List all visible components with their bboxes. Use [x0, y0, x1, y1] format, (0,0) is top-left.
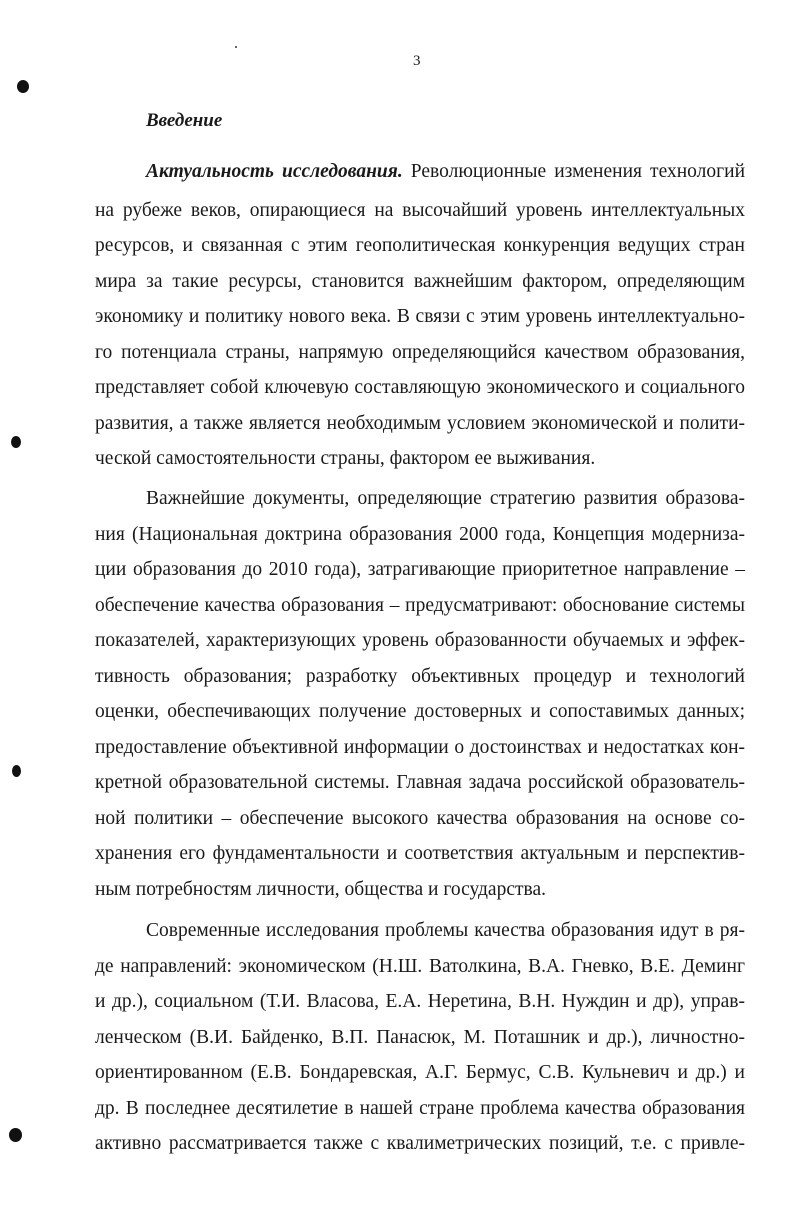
text-line: ориентированном (Е.В. Бондаревская, А.Г. Бермус, С.В. Кульневич и др.) и	[95, 1062, 745, 1083]
text-line: ресурсов, и связанная с этим геополитическая конкуренция ведущих стран	[95, 235, 745, 256]
text-line: др. В последнее десятилетие в нашей стране проблема качества образования	[95, 1098, 745, 1119]
text-line: представляет собой ключевую составляющую экономического и социального	[95, 377, 745, 398]
text-line: ным потребностям личности, общества и государства.	[95, 879, 546, 900]
paragraph-1-line-1	[146, 161, 745, 183]
text-line: на рубеже веков, опирающиеся на высочайший уровень интеллектуальных	[95, 200, 745, 221]
text-line: де направлений: экономическом (Н.Ш. Ватолкина, В.А. Гневко, В.Е. Деминг	[95, 956, 745, 977]
text-line: оценки, обеспечивающих получение достоверных и сопоставимых данных;	[95, 701, 745, 722]
text-line: ческой самостоятельности страны, фактором ее выживания.	[95, 448, 596, 469]
text-line: Современные исследования проблемы качества образования идут в ря-	[146, 920, 745, 941]
text-line: го потенциала страны, напрямую определяющийся качеством образования,	[95, 342, 745, 363]
scan-blot	[17, 80, 29, 93]
text-line: активно рассматривается также с квалиметрических позиций, т.е. с привле-	[95, 1133, 745, 1154]
text-line: предоставление объективной информации о достоинствах и недостатках кон-	[95, 737, 745, 758]
scan-speck	[235, 46, 237, 48]
text-line: ленческом (В.И. Байденко, В.П. Панасюк, М. Поташник и др.), личностно-	[95, 1027, 745, 1048]
scan-blot	[11, 436, 21, 448]
text-line: ния (Национальная доктрина образования 2000 года, Концепция модерниза-	[95, 524, 745, 545]
scan-blot	[12, 765, 21, 777]
paragraph-1-first-rest: Революционные изменения технологий	[402, 161, 746, 182]
scan-blot	[9, 1128, 22, 1142]
page-number: 3	[413, 53, 421, 69]
text-line: развития, а также является необходимым условием экономической и полити-	[95, 413, 745, 434]
text-line: ции образования до 2010 года), затрагивающие приоритетное направление –	[95, 559, 745, 580]
text-line: экономику и политику нового века. В связи с этим уровень интеллектуально-	[95, 306, 745, 327]
text-line: показателей, характеризующих уровень образованности обучаемых и эффек-	[95, 630, 745, 651]
text-line: хранения его фундаментальности и соответствия актуальным и перспектив-	[95, 843, 745, 864]
text-line: и др.), социальном (Т.И. Власова, Е.А. Неретина, В.Н. Нуждин и др), управ-	[95, 991, 745, 1012]
text-line: обеспечение качества образования – предусматривают: обоснование системы	[95, 595, 745, 616]
text-line: мира за такие ресурсы, становится важнейшим фактором, определяющим	[95, 271, 745, 292]
section-heading: Введение	[146, 110, 223, 131]
text-line: тивность образования; разработку объективных процедур и технологий	[95, 666, 745, 687]
text-line: ной политики – обеспечение высокого качества образования на основе со-	[95, 808, 745, 829]
paragraph-lead: Актуальность исследования.	[146, 161, 403, 182]
text-line: Важнейшие документы, определяющие стратегию развития образова-	[146, 488, 745, 509]
text-line: кретной образовательной системы. Главная задача российской образователь-	[95, 772, 745, 793]
